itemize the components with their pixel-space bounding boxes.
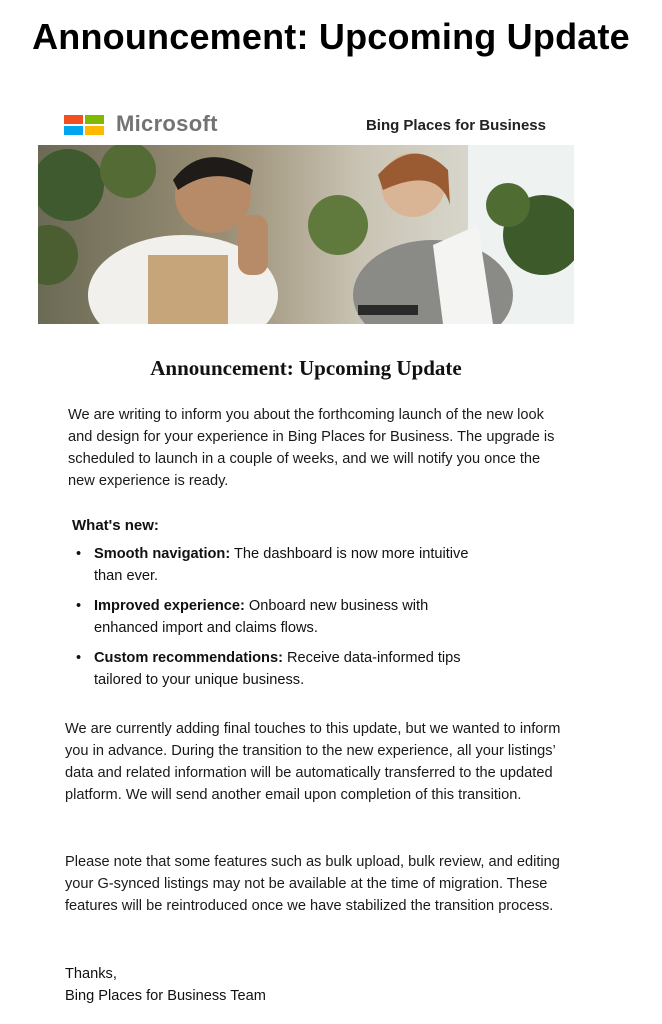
list-item xyxy=(76,647,476,691)
hero-photo xyxy=(38,145,574,324)
feature-title: Custom recommendations: xyxy=(94,650,283,666)
feature-title: Improved experience: xyxy=(94,598,245,614)
feature-text: Receive data-informed tips tailored to your unique business. xyxy=(94,650,461,688)
product-name: Bing Places for Business xyxy=(365,117,546,134)
logo-yellow-square xyxy=(85,126,104,135)
thanks-line: Thanks, xyxy=(65,966,117,982)
transition-paragraph: We are currently adding final touches to this update, but we wanted to inform you in advance. During the transition to the new experience, all your listings’ data and related information will be automatically transferred to the updated platform. We will send another email upon completion of this transition. xyxy=(65,721,561,803)
logo-red-square xyxy=(64,115,83,124)
intro-paragraph: We are writing to inform you about the forthcoming launch of the new look and design for your experience in Bing Places for Business. The upgrade is scheduled to launch in a couple of weeks, and we will notify you once the new experience is ready. xyxy=(68,407,555,489)
feature-list xyxy=(76,543,476,699)
list-item xyxy=(76,543,476,587)
list-item xyxy=(76,595,476,639)
feature-title: Smooth navigation: xyxy=(94,546,231,562)
page-heading: Announcement: Upcoming Update xyxy=(32,16,630,57)
logo-blue-square xyxy=(64,126,83,135)
whats-new-heading: What's new: xyxy=(72,517,159,534)
signature-line: Bing Places for Business Team xyxy=(65,988,266,1004)
brand-name: Microsoft xyxy=(116,111,218,136)
microsoft-logo-icon xyxy=(64,115,106,135)
feature-text: Onboard new business with enhanced import and claims flows. xyxy=(94,598,429,636)
signoff xyxy=(65,963,266,1007)
note-paragraph: Please note that some features such as bulk upload, bulk review, and editing your G-synced listings may not be available at the time of migration. These features will be reintroduced once we have stabilized the transition process. xyxy=(65,854,560,914)
email-header xyxy=(64,112,554,138)
feature-text: The dashboard is now more intuitive than ever. xyxy=(94,546,469,584)
email-title: Announcement: Upcoming Update xyxy=(150,356,462,380)
logo-green-square xyxy=(85,115,104,124)
